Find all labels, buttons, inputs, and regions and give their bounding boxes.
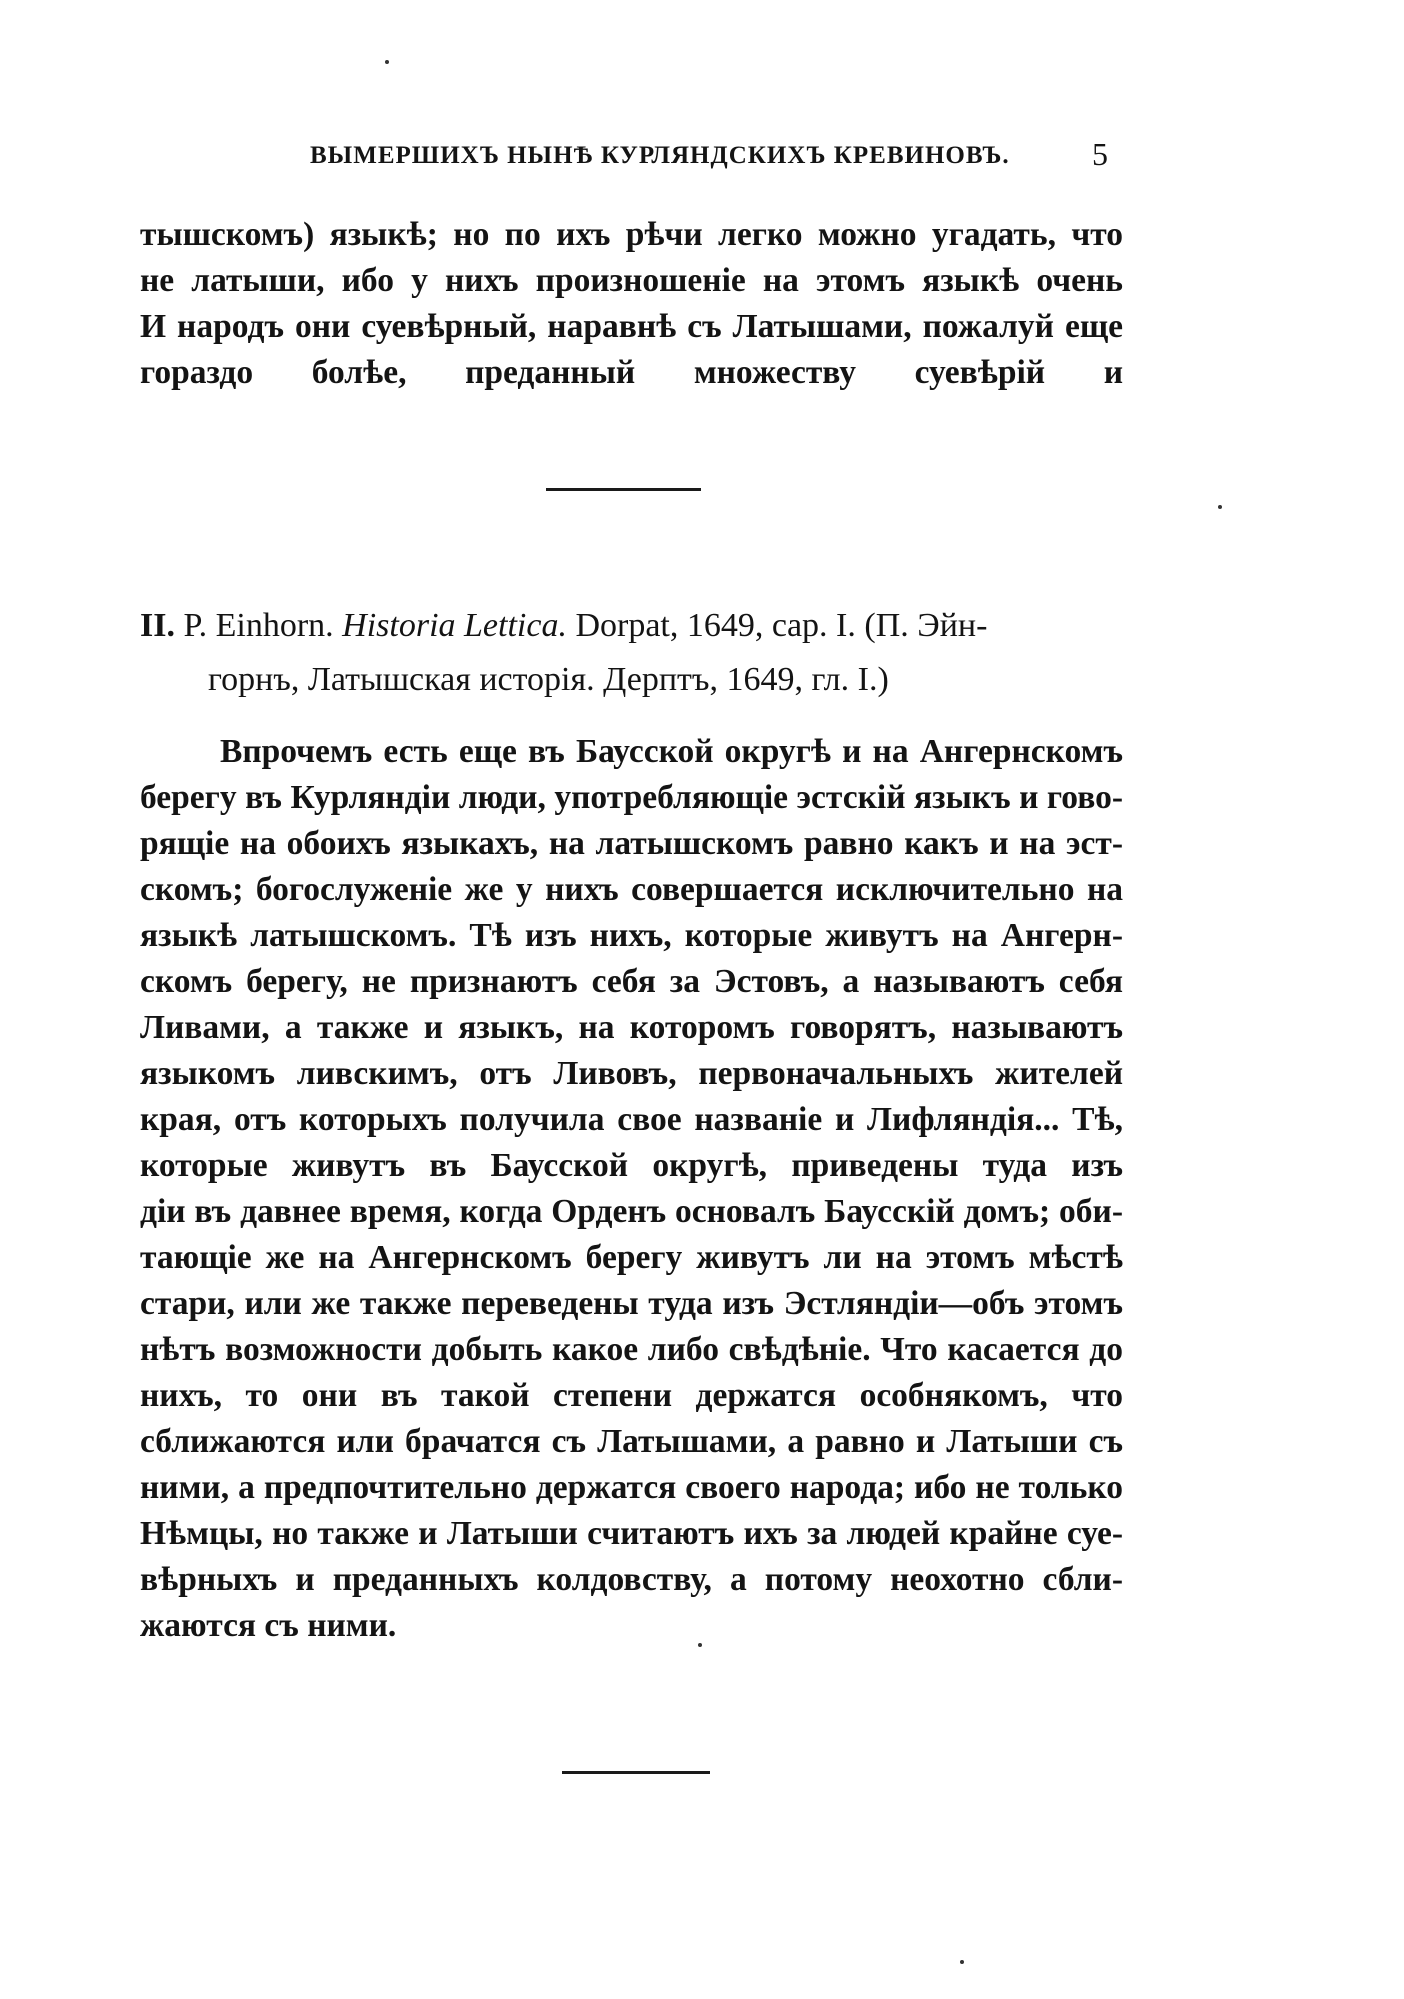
citation-title: Historia Lettica. xyxy=(342,607,567,644)
text-line: языкѣ латышскомъ. Тѣ изъ нихъ, которые живутъ на Ангерн- xyxy=(140,917,1123,954)
text-line: сближаются или брачатся съ Латышами, а равно и Латыши съ xyxy=(140,1423,1123,1460)
running-head xyxy=(140,138,1120,178)
text-line: тающіе же на Ангернскомъ берегу живутъ ли на этомъ мѣстѣ xyxy=(140,1239,1123,1276)
text-line: гораздо болѣе, преданный множеству суевѣрій и xyxy=(140,354,1123,391)
text-line: Нѣмцы, но также и Латыши считаютъ ихъ за людей крайне суе- xyxy=(140,1515,1123,1552)
citation-line xyxy=(140,599,1123,653)
text-line: скомъ; богослуженіе же у нихъ совершается исключительно на xyxy=(140,871,1123,908)
text-line: которые живутъ въ Баусской округѣ, приведены туда изъ xyxy=(140,1147,1123,1184)
text-line: И народъ они суевѣрный, наравнѣ съ Латышами, пожалуй еще xyxy=(140,308,1123,345)
text-line: языкомъ ливскимъ, отъ Ливовъ, первоначальныхъ жителей xyxy=(140,1055,1123,1092)
text-line: стари, или же также переведены туда изъ Эстляндіи—объ этомъ xyxy=(140,1285,1123,1322)
main-paragraph xyxy=(140,729,1123,1649)
text-line: рящіе на обоихъ языкахъ, на латышскомъ равно какъ и на эст- xyxy=(140,825,1123,862)
section-numeral: II. xyxy=(140,607,175,644)
text-line: края, отъ которыхъ получила свое названіе и Лифляндія... Тѣ, xyxy=(140,1101,1123,1138)
scan-speck xyxy=(1218,505,1222,509)
text-line: скомъ берегу, не признаютъ себя за Эстовъ, а называютъ себя xyxy=(140,963,1123,1000)
text-line: діи въ давнее время, когда Орденъ основалъ Баусскій домъ; оби- xyxy=(140,1193,1123,1230)
citation-author: P. Einhorn. xyxy=(183,607,334,644)
scan-speck xyxy=(385,60,389,64)
text-line: берегу въ Курляндіи люди, употребляющіе эстскій языкъ и гово- xyxy=(140,779,1123,816)
running-title: ВЫМЕРШИХЪ НЫНѢ КУРЛЯНДСКИХЪ КРЕВИНОВЪ. xyxy=(310,142,1010,169)
text-line: тышскомъ) языкѣ; но по ихъ рѣчи легко можно угадать, что xyxy=(140,216,1123,253)
source-citation xyxy=(140,599,1123,707)
text-line: ними, а предпочтительно держатся своего народа; ибо не только xyxy=(140,1469,1123,1506)
text-line: жаются съ ними. xyxy=(140,1607,397,1644)
text-line: Впрочемъ есть еще въ Баусской округѣ и на Ангернскомъ xyxy=(220,733,1123,770)
text-line: не латыши, ибо у нихъ произношеніе на этомъ языкѣ очень xyxy=(140,262,1123,299)
citation-line: горнъ, Латышская исторія. Дерптъ, 1649, гл. I.) xyxy=(208,661,889,698)
text-line: вѣрныхъ и преданныхъ колдовству, а потому неохотно сбли- xyxy=(140,1561,1123,1598)
text-line: Ливами, а также и языкъ, на которомъ говорятъ, называютъ xyxy=(140,1009,1123,1046)
citation-details: Dorpat, 1649, cap. I. (П. Эйн- xyxy=(575,607,988,644)
scan-speck xyxy=(960,1960,964,1964)
text-line: нихъ, то они въ такой степени держатся особнякомъ, что xyxy=(140,1377,1123,1414)
section-divider xyxy=(546,488,701,491)
text-line: нѣтъ возможности добыть какое либо свѣдѣніе. Что касается до xyxy=(140,1331,1123,1368)
section-divider xyxy=(562,1771,710,1774)
top-paragraph xyxy=(140,212,1123,396)
page-number: 5 xyxy=(1092,136,1108,172)
